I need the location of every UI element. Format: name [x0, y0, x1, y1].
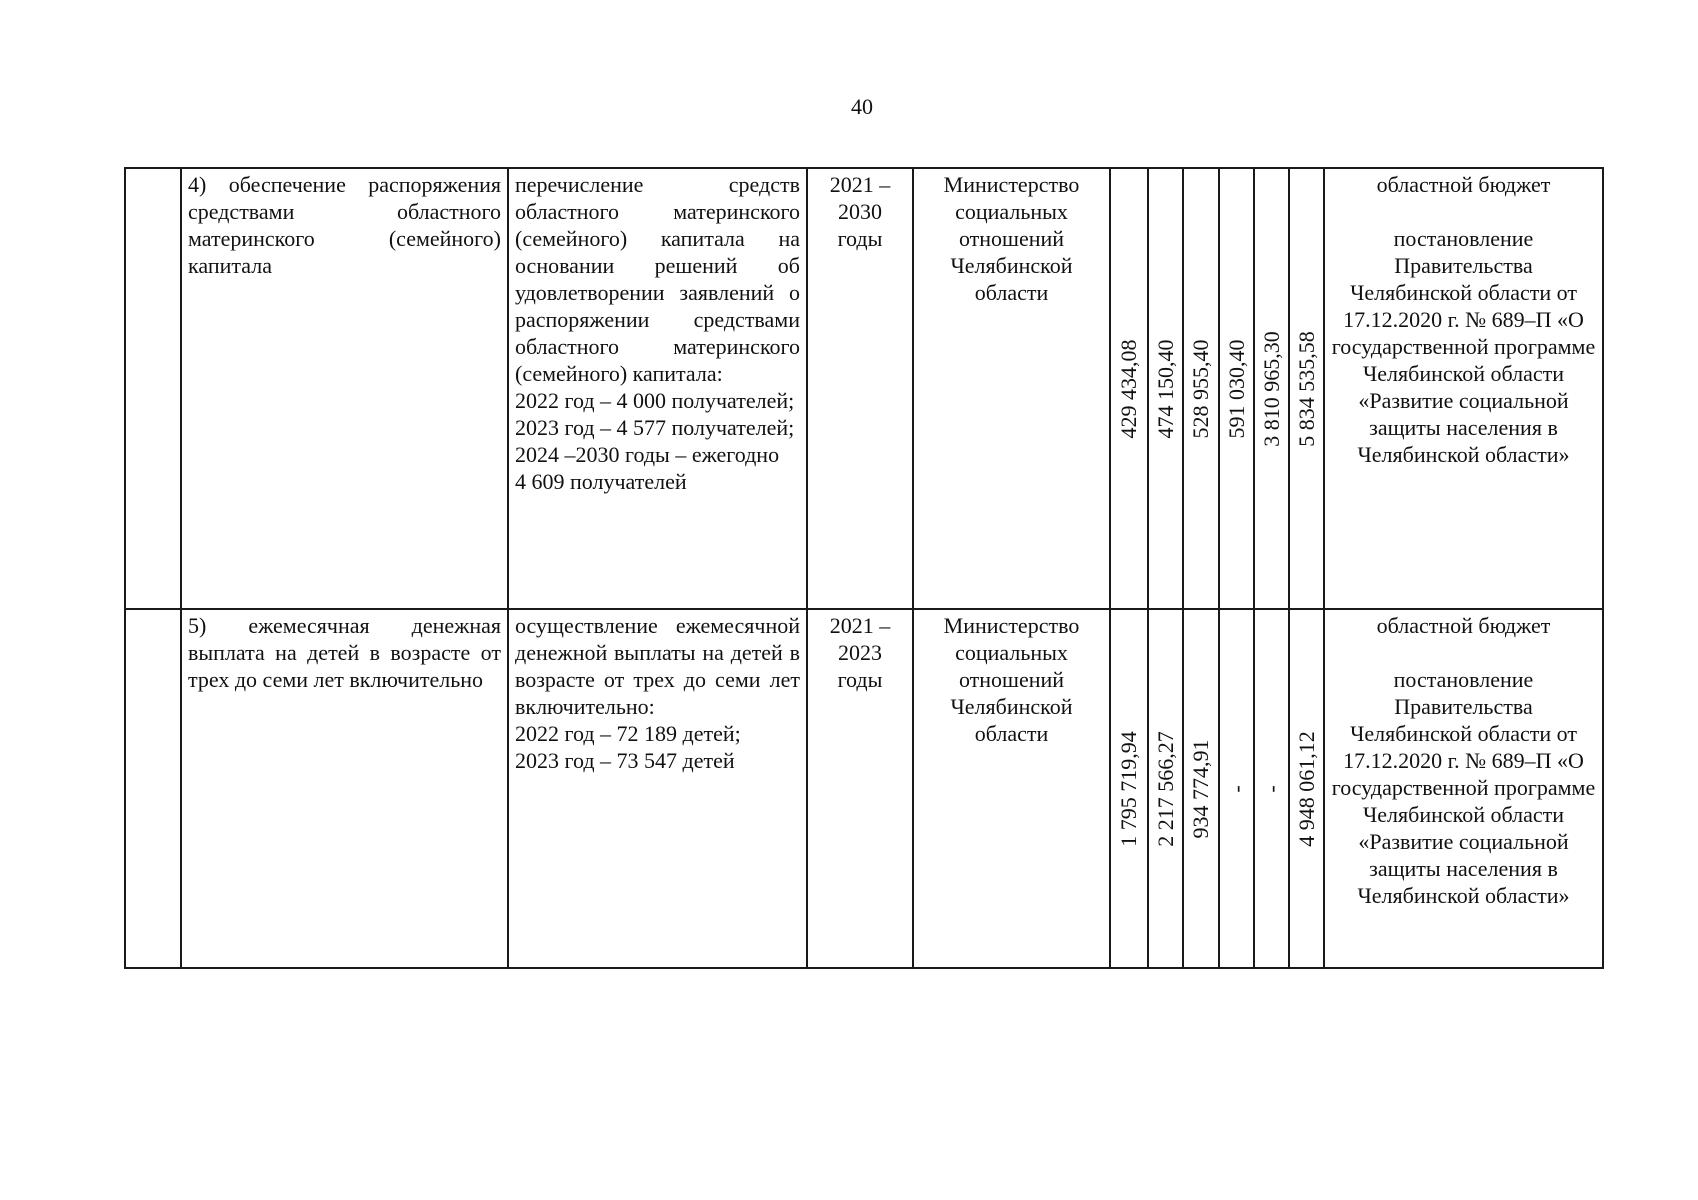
value-text: 4 948 061,12 — [1293, 730, 1319, 847]
description-cell — [508, 168, 807, 609]
table-row — [125, 168, 1603, 609]
value-text: 429 434,08 — [1116, 339, 1141, 438]
source-cell — [1324, 168, 1603, 609]
period-cell — [807, 168, 913, 609]
row-number-cell — [125, 609, 181, 968]
event-cell — [181, 168, 508, 609]
row-number-cell — [125, 168, 181, 609]
period-text: 2021 – 2030 годы — [829, 172, 891, 251]
event-cell — [181, 609, 508, 968]
value-text: 591 030,40 — [1223, 339, 1249, 438]
value-text: - — [1258, 784, 1284, 793]
value-cell — [1110, 168, 1148, 609]
description-line: 4 609 получателей — [515, 469, 687, 494]
description-line: 2023 год – 73 547 детей — [515, 748, 735, 773]
value-cell — [1219, 609, 1254, 968]
value-text: 528 955,40 — [1188, 339, 1213, 438]
executor-text: Министерство социальных отношений Челябинской области — [943, 172, 1080, 305]
source-budget: областной бюджет — [1376, 172, 1551, 197]
value-cell — [1254, 168, 1289, 609]
value-text: 934 774,91 — [1188, 739, 1213, 838]
description-line: 2023 год – 4 577 получателей; — [515, 415, 795, 440]
description-line: 2022 год – 4 000 получателей; — [515, 388, 795, 413]
description-text: перечисление средств областного материнского (семейного) капитала на основании решений об удовлетворении заявлений о распоряжении средствами областного материнского (семейного) капитала: — [515, 172, 800, 386]
source-act: постановление Правительства Челябинской области от 17.12.2020 г. № 689–П «О государственной программе Челябинской области «Развитие социальной защиты населения в Челябинской области» — [1331, 226, 1596, 467]
value-text: - — [1223, 784, 1249, 793]
source-budget: областной бюджет — [1376, 613, 1551, 638]
value-text: 2 217 566,27 — [1152, 730, 1178, 847]
value-cell — [1254, 609, 1289, 968]
description-line: 2022 год – 72 189 детей; — [515, 721, 741, 746]
value-cell — [1148, 609, 1183, 968]
value-cell — [1289, 609, 1324, 968]
table-row — [125, 609, 1603, 968]
event-text: 4) обеспечение распоряжения средствами областного материнского (семейного) капитала — [188, 172, 501, 278]
executor-text: Министерство социальных отношений Челябинской области — [943, 613, 1080, 746]
program-table — [124, 167, 1604, 969]
period-cell — [807, 609, 913, 968]
value-cell — [1219, 168, 1254, 609]
period-text: 2021 – 2023 годы — [829, 613, 891, 692]
value-text: 1 795 719,94 — [1116, 730, 1141, 847]
source-act: постановление Правительства Челябинской области от 17.12.2020 г. № 689–П «О государственной программе Челябинской области «Развитие социальной защиты населения в Челябинской области» — [1331, 667, 1596, 908]
value-cell — [1289, 168, 1324, 609]
page-number: 40 — [851, 94, 873, 119]
source-cell — [1324, 609, 1603, 968]
description-line: 2024 –2030 годы – ежегодно — [515, 442, 780, 467]
event-text: 5) ежемесячная денежная выплата на детей в возрасте от трех до семи лет включительно — [188, 613, 501, 692]
executor-cell — [913, 609, 1110, 968]
value-cell — [1148, 168, 1183, 609]
value-cell — [1183, 609, 1219, 968]
value-text: 5 834 535,58 — [1293, 330, 1319, 447]
executor-cell — [913, 168, 1110, 609]
value-text: 3 810 965,30 — [1258, 330, 1284, 447]
description-cell — [508, 609, 807, 968]
value-cell — [1183, 168, 1219, 609]
description-text: осуществление ежемесячной денежной выплаты на детей в возрасте от трех до семи лет включительно: — [515, 613, 800, 719]
value-cell — [1110, 609, 1148, 968]
value-text: 474 150,40 — [1152, 339, 1178, 438]
